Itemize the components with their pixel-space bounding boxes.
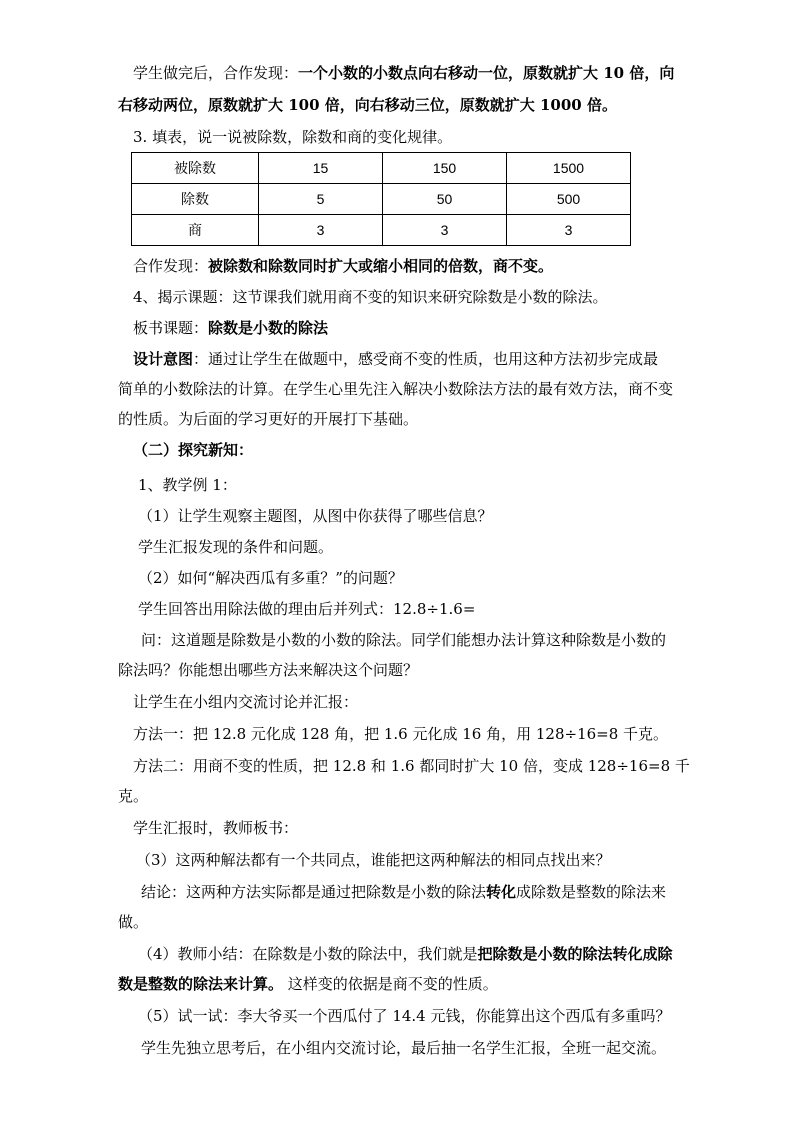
discovery [133, 256, 703, 276]
question-2: （2）如何“解决西瓜有多重？”的问题？ [138, 569, 403, 587]
design-line-1 [133, 349, 703, 369]
design-lead: 设计意图 [133, 350, 194, 368]
conclusion-text-a: 结论：这两种方法实际都是通过把除数是小数的除法 [141, 883, 487, 901]
question-3: （3）这两种解法都有一个共同点，谁能把这两种解法的相同点找出来？ [136, 851, 611, 869]
table-cell: 1500 [507, 153, 631, 184]
table-cell: 15 [259, 153, 383, 184]
data-table [131, 152, 631, 246]
question-5: （5）试一试：李大爷买一个西瓜付了 14.4 元钱，你能算出这个西瓜有多重吗？ [138, 1007, 671, 1025]
question-1: （1）让学生观察主题图，从图中你获得了哪些信息？ [138, 507, 493, 525]
board-lead: 板书课题： [133, 319, 209, 337]
discovery-bold: 被除数和除数同时扩大或缩小相同的倍数，商不变。 [208, 257, 554, 275]
design-line-2: 简单的小数除法的计算。在学生心里先注入解决小数除法方法的最有效方法，商不变 [118, 380, 674, 398]
example-1: 1、教学例 1： [138, 476, 237, 494]
item-4: 4、揭示课题：这节课我们就用商不变的知识来研究除数是小数的除法。 [133, 288, 608, 306]
conclusion-text-b: 成除数是整数的除法来 [516, 883, 667, 901]
intro-line-2 [118, 95, 688, 115]
method-1: 方法一：把 12.8 元化成 128 角，把 1.6 元化成 16 角，用 128÷16=8 千克。 [133, 725, 669, 743]
table-row [132, 184, 631, 215]
group-discussion: 让学生在小组内交流讨论并汇报： [133, 693, 359, 711]
table-cell: 3 [507, 215, 631, 246]
table-cell: 3 [259, 215, 383, 246]
intro-bold-1: 一个小数的小数点向右移动一位，原数就扩大 10 倍，向 [298, 64, 675, 82]
row-label: 商 [132, 215, 259, 246]
table-row [132, 215, 631, 246]
summary-bold-2: 数是整数的除法来计算。 [118, 975, 284, 993]
board-title [133, 318, 703, 338]
report-1: 学生汇报发现的条件和问题。 [138, 538, 334, 556]
section-heading-text: （二）探究新知： [133, 441, 254, 459]
item-3: 3. 填表，说一说被除数，除数和商的变化规律。 [133, 128, 453, 146]
answer-2: 学生回答出用除法做的理由后并列式：12.8÷1.6= [138, 600, 476, 618]
table-row [132, 153, 631, 184]
design-line-3: 的性质。为后面的学习更好的开展打下基础。 [118, 410, 419, 428]
board-bold: 除数是小数的除法 [208, 319, 329, 337]
table-cell: 150 [383, 153, 507, 184]
summary-line-1 [138, 944, 708, 964]
summary-text-b: 这样变的依据是商不变的性质。 [283, 975, 498, 993]
intro-bold-2: 右移动两位，原数就扩大 100 倍，向右移动三位，原数就扩大 1000 倍。 [118, 96, 617, 114]
board-write: 学生汇报时，教师板书： [133, 819, 299, 837]
intro-line-1 [133, 63, 703, 83]
summary-line-2 [118, 974, 688, 994]
conclusion-bold: 转化 [486, 883, 517, 901]
conclusion-line-1 [141, 882, 711, 902]
ask-line-1: 问：这道题是除数是小数的小数的除法。同学们能想办法计算这种除数是小数的 [141, 631, 667, 649]
ask-line-2: 除法吗？你能想出哪些方法来解决这个问题？ [118, 661, 419, 679]
method-2-line-1: 方法二：用商不变的性质，把 12.8 和 1.6 都同时扩大 10 倍，变成 128÷16=8 千 [133, 757, 690, 775]
table-cell: 500 [507, 184, 631, 215]
summary-bold-1: 把除数是小数的除法转化成除 [477, 945, 673, 963]
row-label: 被除数 [132, 153, 259, 184]
summary-text-a: （4）教师小结：在除数是小数的除法中，我们就是 [138, 945, 478, 963]
discovery-lead: 合作发现： [133, 257, 209, 275]
section-heading [133, 440, 703, 460]
table-cell: 5 [259, 184, 383, 215]
intro-lead: 学生做完后，合作发现： [133, 64, 299, 82]
conclusion-line-2: 做。 [118, 913, 149, 931]
final-line: 学生先独立思考后，在小组内交流讨论，最后抽一名学生汇报，全班一起交流。 [141, 1039, 667, 1057]
table-cell: 50 [383, 184, 507, 215]
table-cell: 3 [383, 215, 507, 246]
method-2-line-2: 克。 [118, 787, 149, 805]
row-label: 除数 [132, 184, 259, 215]
design-text-1: ：通过让学生在做题中，感受商不变的性质，也用这种方法初步完成最 [193, 350, 659, 368]
